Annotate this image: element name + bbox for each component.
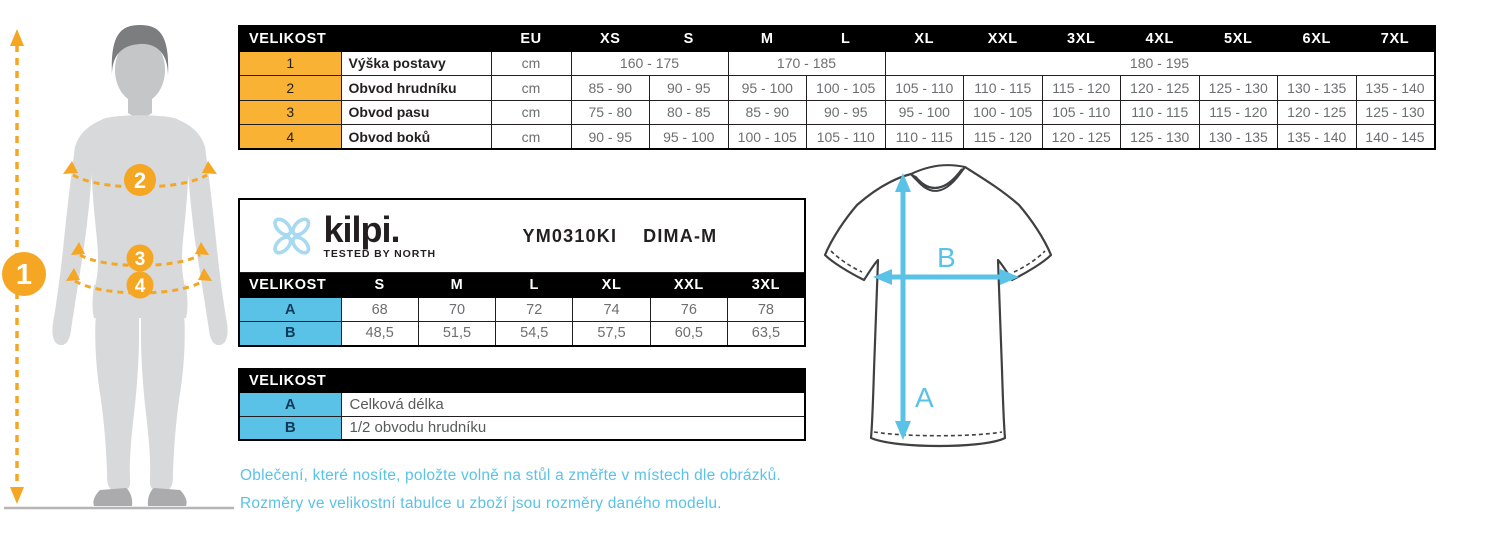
unit-cell: cm	[491, 51, 571, 76]
value-cell: 68	[341, 298, 418, 322]
value-cell: 140 - 145	[1356, 125, 1435, 150]
value-cell: 85 - 90	[571, 76, 650, 101]
header-xxl: XXL	[650, 273, 727, 298]
dimension-legend-table	[238, 368, 806, 441]
value-cell: 120 - 125	[1278, 100, 1357, 125]
value-cell: 100 - 105	[964, 100, 1043, 125]
header-l: L	[807, 26, 886, 51]
table-row	[239, 100, 1435, 125]
header-l: L	[496, 273, 573, 298]
header-4xl: 4XL	[1121, 26, 1200, 51]
svg-text:4: 4	[134, 276, 146, 297]
value-cell: 115 - 120	[1199, 100, 1278, 125]
table-row	[239, 392, 805, 416]
value-cell: 95 - 100	[885, 100, 964, 125]
row-label-cell: Obvod pasu	[341, 100, 491, 125]
table-row	[239, 76, 1435, 101]
value-cell: 54,5	[496, 322, 573, 346]
table-row	[239, 125, 1435, 150]
row-number-cell: 2	[239, 76, 341, 101]
right-leg	[141, 311, 185, 492]
value-cell: 60,5	[650, 322, 727, 346]
header-xl: XL	[885, 26, 964, 51]
unit-cell: cm	[491, 76, 571, 101]
header-velikost: VELIKOST	[239, 273, 341, 298]
value-cell: 80 - 85	[650, 100, 729, 125]
header-xl: XL	[573, 273, 650, 298]
value-cell: 100 - 105	[807, 76, 886, 101]
unit-cell: cm	[491, 100, 571, 125]
value-cell: 90 - 95	[650, 76, 729, 101]
value-cell: 90 - 95	[807, 100, 886, 125]
product-code-id: YM0310KI	[522, 225, 618, 246]
marker-2	[124, 164, 156, 196]
value-cell: 125 - 130	[1121, 125, 1200, 150]
header-5xl: 5XL	[1199, 26, 1278, 51]
left-leg	[95, 311, 139, 492]
header-3xl: 3XL	[1042, 26, 1121, 51]
value-cell: 115 - 120	[964, 125, 1043, 150]
body-measurement-figure	[0, 15, 235, 515]
header-s: S	[650, 26, 729, 51]
value-cell: 170 - 185	[728, 51, 885, 76]
header-velikost: VELIKOST	[239, 369, 805, 392]
value-cell: 72	[496, 298, 573, 322]
row-number-cell: 4	[239, 125, 341, 150]
product-code	[436, 226, 804, 247]
kilpi-knot-icon	[268, 208, 316, 264]
product-table-header-row	[239, 273, 805, 298]
product-code-name: DIMA-M	[643, 225, 718, 246]
value-cell: 74	[573, 298, 650, 322]
value-cell: 51,5	[418, 322, 495, 346]
value-cell: 105 - 110	[1042, 100, 1121, 125]
header-6xl: 6XL	[1278, 26, 1357, 51]
dimension-label-cell: A	[239, 392, 341, 416]
measurement-notes	[240, 462, 781, 518]
value-cell: 100 - 105	[728, 125, 807, 150]
table-row	[239, 51, 1435, 76]
value-cell: 120 - 125	[1121, 76, 1200, 101]
table-row	[239, 298, 805, 322]
dimension-description: 1/2 obvodu hrudníku	[341, 416, 805, 440]
svg-text:1: 1	[15, 259, 33, 291]
tshirt-diagram	[815, 155, 1070, 455]
value-cell: 90 - 95	[571, 125, 650, 150]
dimension-label-cell: A	[239, 298, 341, 322]
header-3xl: 3XL	[727, 273, 804, 298]
value-cell: 110 - 115	[1121, 100, 1200, 125]
value-cell: 78	[727, 298, 804, 322]
table-row	[239, 322, 805, 346]
dimension-label-cell: B	[239, 416, 341, 440]
row-number-cell: 3	[239, 100, 341, 125]
arrow-down-icon	[10, 487, 24, 504]
unit-cell: cm	[491, 125, 571, 150]
value-cell: 75 - 80	[571, 100, 650, 125]
value-cell: 85 - 90	[728, 100, 807, 125]
value-cell: 57,5	[573, 322, 650, 346]
value-cell: 160 - 175	[571, 51, 728, 76]
dimension-description: Celková délka	[341, 392, 805, 416]
marker-3	[127, 245, 154, 272]
value-cell: 95 - 100	[728, 76, 807, 101]
value-cell: 48,5	[341, 322, 418, 346]
value-cell: 120 - 125	[1042, 125, 1121, 150]
header-xs: XS	[571, 26, 650, 51]
value-cell: 180 - 195	[885, 51, 1435, 76]
note-line: Rozměry ve velikostní tabulce u zboží jsou rozměry daného modelu.	[240, 495, 722, 512]
label-a: A	[915, 382, 934, 413]
header-m: M	[418, 273, 495, 298]
marker-4	[127, 272, 154, 299]
value-cell: 125 - 130	[1199, 76, 1278, 101]
tshirt-outline	[825, 167, 1051, 446]
row-label-cell: Výška postavy	[341, 51, 491, 76]
brand-tagline: TESTED BY NORTH	[323, 247, 436, 260]
legend-header-row	[239, 369, 805, 392]
value-cell: 76	[650, 298, 727, 322]
header-velikost: VELIKOST	[239, 26, 491, 51]
table-row	[239, 416, 805, 440]
right-foot	[148, 488, 187, 506]
row-label-cell: Obvod hrudníku	[341, 76, 491, 101]
marker-1	[2, 252, 46, 296]
value-cell: 105 - 110	[807, 125, 886, 150]
value-cell: 115 - 120	[1042, 76, 1121, 101]
value-cell: 95 - 100	[650, 125, 729, 150]
value-cell: 130 - 135	[1278, 76, 1357, 101]
header-m: M	[728, 26, 807, 51]
header-xxl: XXL	[964, 26, 1043, 51]
value-cell: 110 - 115	[885, 125, 964, 150]
value-cell: 125 - 130	[1356, 100, 1435, 125]
note-line: Oblečení, které nosíte, položte volně na stůl a změřte v místech dle obrázků.	[240, 467, 781, 484]
product-size-table	[238, 198, 806, 347]
kilpi-logo	[240, 208, 436, 264]
header-eu: EU	[491, 26, 571, 51]
header-s: S	[341, 273, 418, 298]
logo-cell	[239, 199, 805, 273]
row-number-cell: 1	[239, 51, 341, 76]
row-label-cell: Obvod boků	[341, 125, 491, 150]
svg-text:3: 3	[134, 249, 146, 270]
label-b: B	[937, 242, 956, 273]
value-cell: 105 - 110	[885, 76, 964, 101]
value-cell: 70	[418, 298, 495, 322]
body-measurements-table	[238, 25, 1436, 150]
value-cell: 135 - 140	[1356, 76, 1435, 101]
header-7xl: 7XL	[1356, 26, 1435, 51]
svg-text:2: 2	[133, 168, 147, 193]
arrow-up-icon	[10, 29, 24, 46]
dimension-label-cell: B	[239, 322, 341, 346]
brand-name: kilpi.	[323, 208, 400, 250]
value-cell: 135 - 140	[1278, 125, 1357, 150]
logo-row	[239, 199, 805, 273]
value-cell: 110 - 115	[964, 76, 1043, 101]
value-cell: 63,5	[727, 322, 804, 346]
left-foot	[93, 488, 132, 506]
value-cell: 130 - 135	[1199, 125, 1278, 150]
main-table-header-row	[239, 26, 1435, 51]
